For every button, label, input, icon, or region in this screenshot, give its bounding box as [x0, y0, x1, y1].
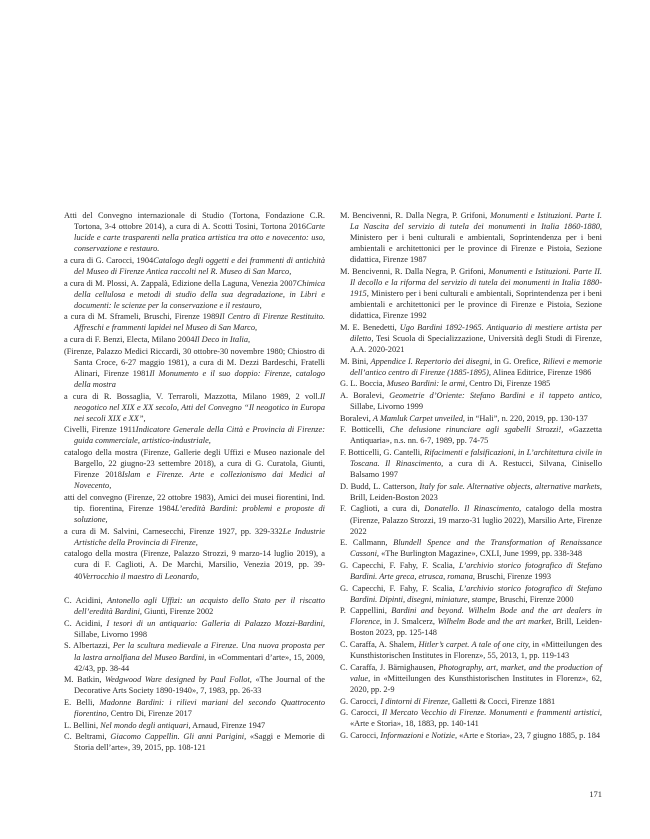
page-number: 171	[589, 789, 602, 799]
entry-title: A Mamluk Carpet unveiled,	[372, 413, 465, 423]
entry-title: Informazioni e Notizie,	[380, 730, 458, 740]
section-gap	[64, 582, 325, 595]
entry-text: M. Bini,	[340, 356, 371, 366]
entry-text: in J. Smalcerz,	[381, 617, 438, 627]
entry-title: Nel mondo degli antiquari,	[100, 720, 191, 730]
bibliography-entry	[64, 674, 325, 696]
entry-text: Galletti & Cocci, Firenze 1881	[450, 696, 556, 706]
entry-text: F. Botticelli,	[340, 425, 390, 435]
entry-title: Wilhelm Bode and the art market,	[437, 617, 554, 627]
entry-text: M. E. Benedetti,	[340, 322, 400, 332]
entry-text: in “Hali”, n. 220, 2019, pp. 130-137	[464, 413, 588, 423]
entry-title: Giacomo Cappellin. Gli anni Parigini,	[110, 732, 247, 742]
entry-text: «The Burlington Magazine», CXLI, June 1999, pp. 338-348	[378, 549, 582, 559]
entry-text: a cura di M. Plossi, A. Zappalà, Edizione della Laguna, Venezia 2007	[64, 278, 297, 288]
entry-title: Chimica della cellulosa e metodi di studio della sua degradazione, in Libri e documenti: le scienze per la conservazione e il restauro,	[74, 278, 325, 310]
bibliography-entry	[64, 492, 325, 525]
entry-text: catalogo della mostra (Firenze, Gallerie degli Uffizi e Museo nazionale del Bargello, 22 giugno-23 settembre 2018), a cura di G. Curatola, Giunti, Firenze 2018	[64, 447, 325, 480]
entry-text: G. L. Boccia,	[340, 379, 387, 389]
entry-text: G. Capecchi, F. Fahy, F. Scalia,	[340, 583, 459, 593]
entry-title: Ugo Bardini 1892-1965. Antiquario di mestiere artista per diletto,	[350, 322, 602, 344]
entry-text: atti del convegno (Firenze, 22 ottobre 1983), Amici dei musei fiorentini, Ind. tip. fiorentina, Firenze 1984	[64, 492, 325, 513]
entry-text: S. Albertazzi,	[64, 641, 113, 651]
bibliography-entry	[340, 583, 602, 605]
bibliography-entry	[64, 210, 325, 254]
entry-title: Verrocchio il maestro di Leonardo,	[82, 571, 199, 581]
entry-text: (Firenze, Palazzo Medici Riccardi, 30 ottobre-30 novembre 1980; Chiostro di Santa Croce, 6-27 maggio 1981), a cura di M. Dezzi Bardeschi, Fratelli Alinari, Firenze 1981	[64, 346, 325, 378]
entry-title: Bardini and beyond. Wilhelm Bode and the art dealers in Florence,	[350, 606, 602, 627]
bibliography-entry	[64, 447, 325, 491]
bibliography-entry	[64, 255, 325, 277]
entry-text: Tesi Scuola di Specializzazione, Università degli Studi di Firenze, A.A. 2020-2021	[350, 334, 602, 355]
entry-title: Italy for sale. Alternative objects, alternative markets,	[419, 481, 602, 491]
entry-text: Centro Di, Firenze 2017	[108, 709, 192, 719]
bibliography-entry	[64, 391, 325, 424]
entry-title: L’archivio storico fotografico di Stefano Bardini. Dipinti, disegni, miniature, stampe,	[350, 583, 603, 604]
entry-text: in «Mitteilungen des Kunsthistorischen Institutes in Florenz», 55, 2013, 1, pp. 119-143	[350, 640, 602, 661]
bibliography-entry	[64, 720, 325, 731]
entry-text: Atti del Convegno internazionale di Studio (Tortona, Fondazione C.R. Tortona, 3-4 ottobre 2014), a cura di A. Scotti Tosini, Tortona 2016	[64, 211, 325, 232]
entry-text: catalogo della mostra (Firenze, Palazzo Strozzi, 9 marzo-14 luglio 2019), a cura di F. Caglioti, A. De Marchi, Marsilio, Venezia 2019, pp. 39-40	[64, 549, 325, 581]
entry-title: Islam e Firenze. Arte e collezionismo dai Medici al Novecento,	[74, 470, 325, 491]
entry-text: in «Commentari d’arte», 15, 2009, 42/43, pp. 38-44	[74, 652, 325, 673]
bibliography-entry	[340, 639, 602, 661]
bibliography-entry	[340, 605, 602, 638]
entry-title: Il Centro di Firenze Restituito. Affreschi e frammenti lapidei nel Museo di San Marco,	[74, 312, 325, 333]
entry-text: C. Acidini,	[64, 596, 108, 606]
bibliography-entry	[340, 503, 602, 536]
entry-title: Geometrie d’Oriente: Stefano Bardini e il tappeto antico,	[389, 391, 602, 400]
bibliography-entry	[64, 640, 325, 673]
entry-text: Brill, Leiden-Boston 2023	[350, 492, 438, 502]
entry-text: Giunti, Firenze 2002	[141, 607, 214, 617]
entry-text: C. Caraffa, A. Shalem,	[340, 640, 419, 650]
bibliography-entry	[64, 618, 325, 640]
bibliography-entry	[64, 731, 325, 753]
bibliography-entry	[64, 595, 325, 617]
entry-text: G. Carocci,	[340, 696, 381, 706]
entry-text: Bruschi, Firenze 1993	[475, 572, 552, 581]
entry-title: Rifacimenti e falsificazioni, in L’architettura civile in Toscana. Il Rinascimento,	[350, 447, 603, 469]
bibliography-entry	[64, 278, 325, 311]
bibliography-entry	[340, 390, 602, 412]
bibliography-entry	[64, 548, 325, 581]
entry-title: Appendice I. Repertorio dei disegni,	[370, 356, 493, 366]
entry-text: «The Journal of the Decorative Arts Society 1890-1940», 7, 1983, pp. 26-33	[74, 675, 325, 696]
entry-text: in G. Orefice,	[492, 356, 543, 366]
bibliography-entry	[340, 378, 602, 389]
entry-text: a cura di R. Bossaglia, V. Terraroli, Mazzotta, Milano 1989, 2 voll.	[64, 391, 320, 401]
entry-title: Hitler’s carpet. A tale of one city,	[418, 640, 531, 650]
entry-title: Museo Bardini: le armi,	[386, 379, 468, 389]
entry-title: Madonne Bardini: i rilievi mariani del secondo Quattrocento fiorentino,	[74, 697, 325, 719]
entry-text: L. Bellini,	[64, 720, 101, 730]
entry-title: Monumenti e Istituzioni. Parte I. La Nascita del servizio di tutela dei monumenti in Italia 1860-1880,	[350, 211, 602, 232]
entry-title: Indicatore Generale della Città e Provincia di Firenze: guida commerciale, artistico-industriale,	[74, 425, 325, 446]
entry-title: Blundell Spence and the Transformation of Renaissance Cassoni,	[350, 538, 603, 559]
entry-text: Bruschi, Firenze 2000	[497, 594, 574, 604]
entry-title: Il neogotico nel XIX e XX secolo, Atti del Convegno “Il neogotico in Europa nei secoli XIX e XX”,	[74, 391, 325, 423]
entry-title: Il Deco in Italia,	[194, 335, 251, 345]
entry-text: Sillabe, Livorno 1998	[74, 629, 147, 639]
entry-title: Photography, art, market, and the production of value,	[350, 662, 602, 683]
entry-text: C. Acidini,	[64, 618, 107, 628]
entry-text: in «Mitteilungen des Kunsthistorischen Institutes in Florenz», 62, 2020, pp. 2-9	[350, 673, 602, 694]
entry-text: a cura di M. Sframeli, Bruschi, Firenze 1989	[64, 312, 220, 322]
bibliography-entry	[64, 311, 325, 333]
entry-title: Il Mercato Vecchio di Firenze. Monumenti e frammenti artistici,	[381, 708, 602, 718]
entry-title: Monumenti e Istituzioni. Parte II. Il decollo e la riforma del servizio di tutela dei monumenti in Italia 1880-1915,	[350, 266, 602, 299]
entry-title: Donatello. Il Rinascimento,	[424, 504, 522, 514]
bibliography-right-column	[340, 210, 602, 741]
entry-text: G. Carocci,	[340, 730, 381, 740]
bibliography-entry	[340, 424, 602, 446]
entry-title: Per la scultura medievale a Firenze. Una nuova proposta per la lastra arnolfiana del Museo Bardini,	[74, 641, 325, 662]
entry-text: catalogo della mostra (Firenze, Palazzo Strozzi, 19 marzo-31 luglio 2022), Marsilio Arte, Firenze 2022	[350, 504, 602, 536]
entry-text: M. Batkin,	[64, 675, 105, 685]
entry-text: Arnaud, Firenze 1947	[190, 720, 266, 730]
entry-title: L’eredità Bardini: problemi e proposte di soluzione,	[74, 503, 325, 525]
bibliography-entry	[340, 322, 602, 355]
bibliography-entry	[340, 447, 602, 480]
bibliography-left-column	[64, 210, 325, 754]
bibliography-entry	[340, 210, 602, 265]
entry-text: G. Capecchi, F. Fahy, F. Scalia,	[340, 560, 459, 570]
entry-text: D. Budd, L. Catterson,	[340, 481, 420, 491]
entry-text: «Arte e Storia», 23, 7 giugno 1885, p. 184	[457, 730, 601, 740]
bibliography-entry	[340, 413, 602, 424]
entry-title: I tesori di un antiquario: Galleria di Palazzo Mozzi-Bardini,	[106, 618, 325, 628]
bibliography-entry	[64, 346, 325, 390]
entry-text: E. Belli,	[64, 697, 100, 707]
entry-text: F. Caglioti, a cura di,	[340, 504, 425, 514]
bibliography-entry	[340, 707, 602, 729]
entry-text: a cura di M. Salvini, Carnesecchi, Firenze 1927, pp. 329-332	[64, 526, 283, 536]
entry-text: «Saggi e Memorie di Storia dell’arte», 39, 2015, pp. 108-121	[74, 732, 325, 753]
entry-title: Rilievi e memorie dell’antico centro di Firenze (1885-1895),	[350, 356, 603, 377]
bibliography-entry	[64, 697, 325, 719]
entry-text: P. Cappellini,	[340, 606, 392, 616]
bibliography-entry	[64, 424, 325, 446]
entry-title: Che delusione rinunciare agli sgabelli Strozzi!,	[389, 425, 564, 435]
bibliography-entry	[340, 560, 602, 582]
entry-text: Ministero per i beni culturali e ambientali, Soprintendenza per i beni ambientali e architettonici per le province di Firenze e Pistoia, Sezione didattica, Firenze 1992	[350, 289, 602, 321]
entry-text: E. Callmann,	[340, 538, 394, 548]
entry-title: Carte lucide e carte trasparenti nella pratica artistica tra otto e novecento: uso, conservazione e restauro.	[74, 222, 325, 254]
entry-text: Brill, Leiden-Boston 2023, pp. 125-148	[350, 617, 603, 638]
entry-text: a cura di A. Restucci, Silvana, Cinisello Balsamo 1997	[350, 459, 602, 480]
bibliography-entry	[340, 481, 602, 503]
bibliography-entry	[64, 526, 325, 548]
entry-title: I dintorni di Firenze,	[380, 696, 451, 706]
entry-title: Il Monumento e il suo doppio: Firenze, catalogo della mostra	[74, 368, 325, 389]
entry-text: Alinea Editrice, Firenze 1986	[490, 367, 592, 377]
entry-title: Antonello agli Uffizi: un acquisto dello Stato per il riscatto dell’eredità Bardini,	[74, 596, 325, 617]
bibliography-entry	[340, 662, 602, 695]
entry-text: Ministero per i beni culturali e ambientali, Soprintendenza per i beni ambientali e architettonici per le province di Firenze e Pistoia, Sezione didattica, Firenze 1987	[350, 233, 602, 265]
entry-title: Wedgwood Ware designed by Paul Follot,	[104, 675, 252, 685]
entry-text: Centro Di, Firenze 1985	[467, 379, 551, 389]
entry-text: a cura di F. Benzi, Electa, Milano 2004	[64, 335, 195, 345]
entry-text: G. Carocci,	[340, 708, 382, 718]
bibliography-entry	[340, 356, 602, 378]
entry-text: Sillabe, Livorno 1999	[350, 402, 423, 412]
entry-text: F. Botticelli, G. Cantelli,	[340, 447, 425, 457]
entry-title: L’archivio storico fotografico di Stefano Bardini. Arte greca, etrusca, romana,	[350, 560, 603, 581]
entry-title: Catalogo degli oggetti e dei frammenti di antichità del Museo di Firenze Antica raccolti nel R. Museo di San Marco,	[74, 255, 326, 276]
entry-text: Boralevi,	[340, 413, 373, 423]
bibliography-entry	[340, 266, 602, 321]
bibliography-entry	[340, 730, 602, 741]
entry-text: C. Caraffa, J. Bärnighausen,	[340, 662, 439, 672]
entry-text: Civelli, Firenze 1911	[64, 425, 136, 435]
entry-text: a cura di G. Carocci, 1904	[64, 255, 154, 265]
bibliography-entry	[340, 537, 602, 559]
bibliography-entry	[340, 696, 602, 707]
entry-text: M. Bencivenni, R. Dalla Negra, P. Grifoni,	[340, 266, 489, 276]
entry-title: Le Industrie Artistiche della Provincia di Firenze,	[74, 526, 325, 547]
entry-text: «Arte e Storia», 18, 1883, pp. 140-141	[350, 719, 479, 729]
entry-text: C. Beltrami,	[64, 732, 111, 742]
bibliography-entry	[64, 334, 325, 345]
entry-text: A. Boralevi,	[340, 391, 390, 400]
entry-text: «Gazzetta Antiquaria», n.s. nn. 6-7, 1989, pp. 74-75	[350, 425, 602, 446]
entry-text: M. Bencivenni, R. Dalla Negra, P. Grifoni,	[340, 211, 491, 220]
